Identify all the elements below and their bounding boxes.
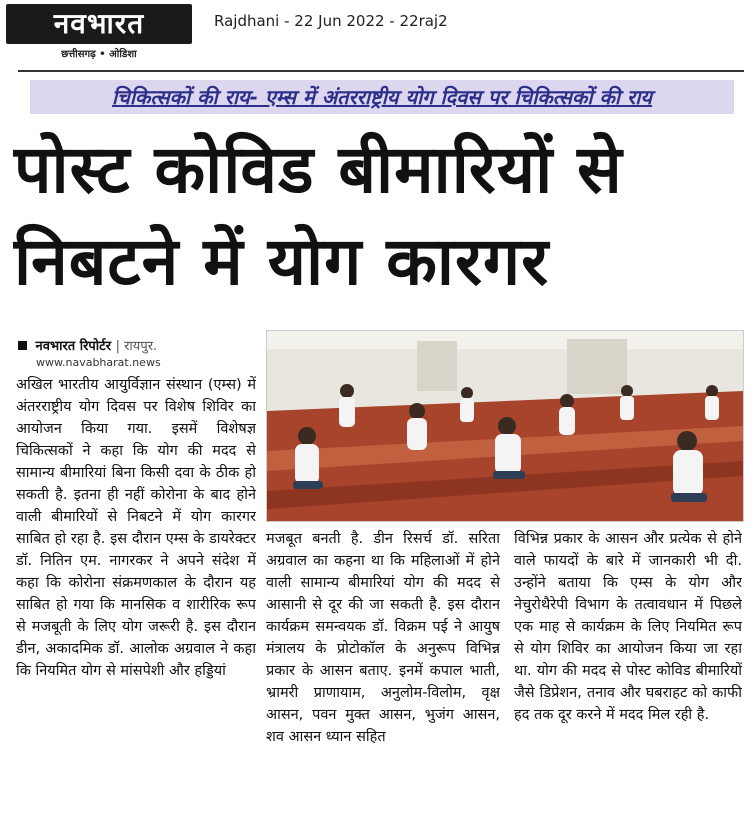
headline-line-2: निबटने में योग कारगर — [14, 223, 550, 300]
masthead — [0, 0, 200, 64]
article-column-2: मजबूत बनती है. डीन रिसर्च डॉ. सरिता अग्रवाल का कहना था कि महिलाओं में होने वाली सामान्य बीमारियां योग की मदद से आसानी से दूर की जा सकती है. इस दौरान कार्यक्रम समन्वयक डॉ. विक्रम पई ने आयुष मंत्रालय के प्रोटोकॉल के अनुरूप विभिन्न प्रकार के आसन बताए. इनमें कपाल भाती, भ्रामरी प्राणायाम, अनुलोम-विलोम, वृक्ष आसन, पवन मुक्त आसन, भुजंग आसन, शव आसन ध्यान सहित — [266, 531, 500, 745]
newspaper-logo: नवभारत — [6, 4, 192, 44]
article-column-3: विभिन्न प्रकार के आसन और प्रत्येक से होने वाले फायदों के बारे में जानकारी भी दी. उन्होंने बताया कि एम्स के योग और नेचुरोथैरेपी विभाग के तत्वावधान में पिछले एक माह से कार्यक्रम के लिए नियमित रूप से योग शिविर का आयोजन किया जा रहा था. योग की मदद से पोस्ट कोविड बीमारियों जैसे डिप्रेशन, तनाव और घबराहट को काफी हद तक दूर करने में मदद मिल रही है. — [514, 531, 742, 723]
yoga-session-photo — [266, 330, 744, 522]
dateline-location: | रायपुर. — [115, 339, 158, 354]
article-column-1: अखिल भारतीय आयुर्विज्ञान संस्थान (एम्स) में अंतरराष्ट्रीय योग दिवस पर विशेष शिविर का आयोजन किया गया. इसमें विशेषज्ञ चिकित्सकों ने कहा कि योग की मदद से सामान्य बीमारियां बिना किसी दवा के ठीक हो सकती है. इतना ही नहीं कोरोना के बाद होने वाली बीमारियों से निबटने में योग कारगर साबित हो रहा है. इस दौरान एम्स के डायरेक्टर डॉ. नितिन एम. नागरकर ने अपने संदेश में कहा कि कोरोना संक्रमणकाल के दौरान यह साबित हो गया कि मानसिक व शारीरिक रूप से मजबूती के लिए योग जरूरी है. इस दौरान डीन, अकादमिक डॉ. आलोक अग्रवाल ने कहा कि नियमित योग से मांसपेशी और हड्डियां — [16, 377, 256, 679]
dateline: Rajdhani - 22 Jun 2022 - 22raj2 — [214, 12, 448, 30]
edition-regions: छत्तीसगढ़ • ओडिशा — [61, 49, 137, 60]
byline-bullet-icon — [18, 341, 27, 350]
website-url: www.navabharat.news — [36, 356, 161, 369]
kicker-strap: चिकित्सकों की राय- एम्स में अंतरराष्ट्रीय योग दिवस पर चिकित्सकों की राय — [30, 80, 734, 114]
reporter-name: नवभारत रिपोर्टर — [35, 339, 112, 354]
headline-line-1: पोस्ट कोविड बीमारियों से — [14, 131, 623, 208]
byline — [18, 336, 157, 354]
yoga-photo-illustration — [267, 331, 743, 521]
top-divider — [18, 70, 744, 72]
